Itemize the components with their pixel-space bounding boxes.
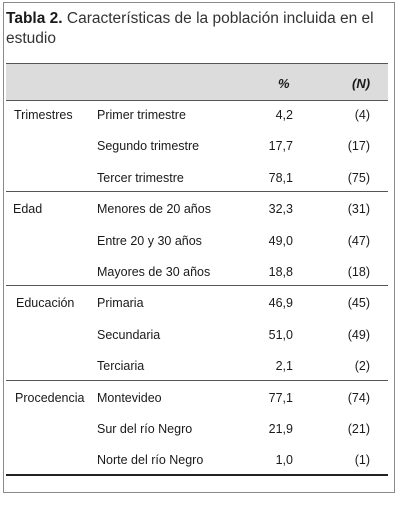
- row-count: (2): [354, 359, 370, 373]
- row-percent: 1,0: [275, 453, 293, 467]
- row-label: Sur del río Negro: [97, 422, 193, 436]
- row-label: Primer trimestre: [97, 108, 186, 122]
- row-percent: 49,0: [268, 234, 293, 248]
- row-count: (49): [347, 328, 370, 342]
- row-percent: 18,8: [268, 265, 293, 279]
- row-count: (21): [347, 422, 370, 436]
- row-percent: 78,1: [268, 171, 293, 185]
- row-label: Montevideo: [97, 391, 162, 405]
- row-count: (1): [354, 453, 370, 467]
- table-label: Tabla 2.: [6, 10, 63, 27]
- row-percent: 77,1: [268, 391, 293, 405]
- group-label: Procedencia: [15, 391, 85, 405]
- table-caption-text: Características de la población incluida en el estudio: [6, 10, 374, 47]
- row-count: (74): [347, 391, 370, 405]
- row-count: (4): [354, 108, 370, 122]
- header-bottom-rule: [6, 100, 388, 101]
- row-count: (18): [347, 265, 370, 279]
- table-header-band: [6, 64, 388, 101]
- header-percent: %: [278, 76, 290, 91]
- group-label: Educación: [16, 296, 75, 310]
- row-label: Terciaria: [97, 359, 145, 373]
- row-percent: 32,3: [268, 202, 293, 216]
- row-count: (17): [347, 139, 370, 153]
- row-count: (31): [347, 202, 370, 216]
- row-label: Segundo trimestre: [97, 139, 200, 153]
- table-caption: [6, 9, 386, 49]
- group-label: Edad: [13, 202, 43, 216]
- row-label: Primaria: [97, 296, 144, 310]
- row-percent: 4,2: [275, 108, 293, 122]
- row-count: (75): [347, 171, 370, 185]
- row-percent: 51,0: [268, 328, 293, 342]
- row-label: Norte del río Negro: [97, 453, 204, 467]
- row-count: (45): [347, 296, 370, 310]
- group-divider: [6, 285, 388, 286]
- row-label: Entre 20 y 30 años: [97, 234, 202, 248]
- row-label: Tercer trimestre: [97, 171, 184, 185]
- group-divider: [6, 191, 388, 192]
- row-label: Menores de 20 años: [97, 202, 211, 216]
- row-label: Mayores de 30 años: [97, 265, 211, 279]
- row-percent: 46,9: [268, 296, 293, 310]
- header-n: (N): [352, 76, 371, 91]
- row-percent: 21,9: [268, 422, 293, 436]
- row-label: Secundaria: [97, 328, 161, 342]
- row-percent: 2,1: [275, 359, 293, 373]
- group-label: Trimestres: [14, 108, 73, 122]
- group-divider: [6, 380, 388, 381]
- row-percent: 17,7: [268, 139, 293, 153]
- table-bottom-rule: [6, 474, 388, 476]
- row-count: (47): [347, 234, 370, 248]
